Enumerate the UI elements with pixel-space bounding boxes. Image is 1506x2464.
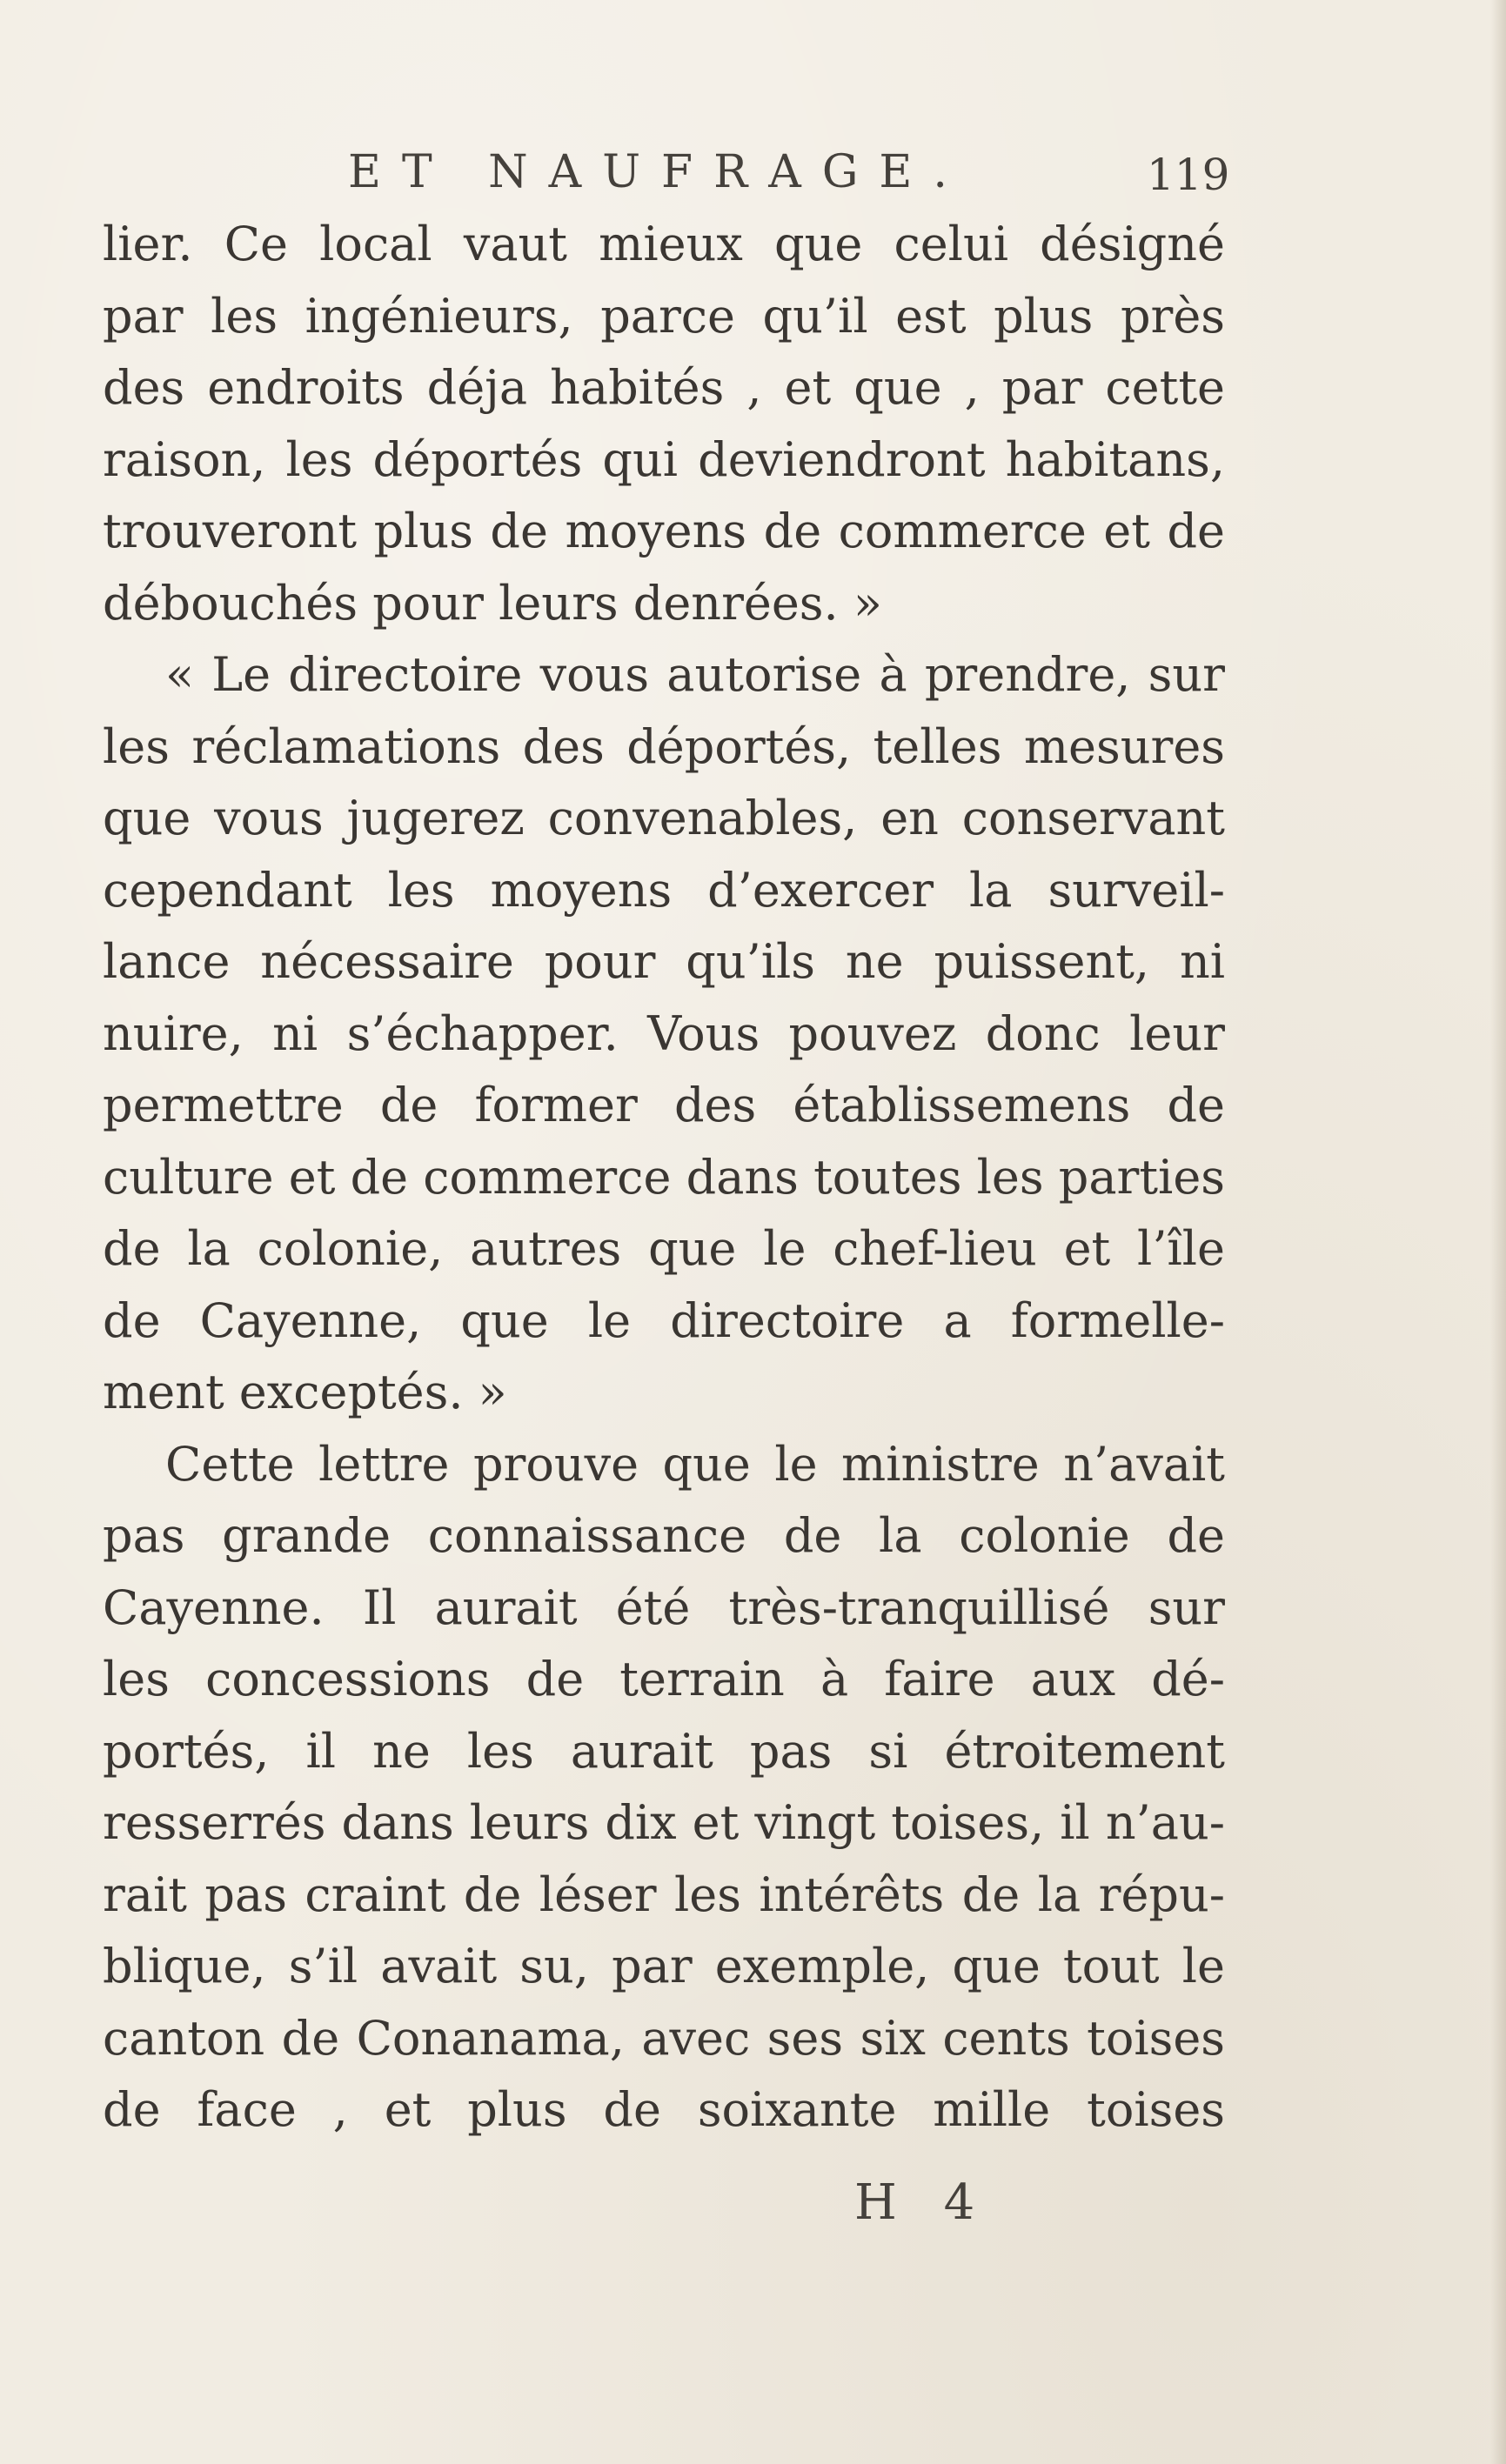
text-line: Cayenne. Il aurait été très-tranquillisé sur: [103, 1579, 1225, 1635]
text-line: nuire, ni s’échapper. Vous pouvez donc leur: [103, 1005, 1225, 1061]
text-line: lier. Ce local vaut mieux que celui désigné: [103, 217, 1225, 271]
text-line: cependant les moyens d’exercer la surveil-: [103, 862, 1225, 918]
text-line: lance nécessaire pour qu’ils ne puissent, ni: [103, 934, 1225, 989]
text-line: canton de Conanama, avec ses six cents toises: [103, 2010, 1225, 2066]
text-line: blique, s’il avait su, par exemple, que tout le: [103, 1939, 1225, 1993]
paragraph-start: Cette lettre prouve que le ministre n’avait: [165, 1436, 1225, 1492]
page-edge-shadow: [1490, 0, 1506, 2464]
text-line: que vous jugerez convenables, en conservant: [103, 791, 1225, 845]
text-line: les concessions de terrain à faire aux dé-: [103, 1652, 1225, 1706]
text-line: resserrés dans leurs dix et vingt toises, il n’au-: [103, 1795, 1225, 1850]
running-head: ET NAUFRAGE.: [348, 146, 968, 198]
paragraph-start: « Le directoire vous autorise à prendre, sur: [165, 647, 1225, 702]
signature-mark: H 4: [854, 2174, 991, 2231]
text-line: des endroits déja habités , et que , par cette: [103, 360, 1225, 415]
text-line: de face , et plus de soixante mille toises: [103, 2082, 1225, 2137]
text-line: de Cayenne, que le directoire a formelle-: [103, 1292, 1225, 1348]
body-text: [103, 209, 1225, 2147]
text-line: débouchés pour leurs denrées. »: [103, 575, 882, 631]
text-line: ment exceptés. »: [103, 1365, 507, 1419]
text-line: pas grande connaissance de la colonie de: [103, 1508, 1225, 1563]
text-line: culture et de commerce dans toutes les parties: [103, 1149, 1225, 1205]
page-number: 119: [1147, 150, 1230, 200]
text-line: permettre de former des établissemens de: [103, 1078, 1225, 1132]
text-line: rait pas craint de léser les intérêts de la répu-: [103, 1866, 1225, 1922]
text-line: trouveront plus de moyens de commerce et de: [103, 504, 1225, 558]
text-line: de la colonie, autres que le chef-lieu et l’île: [103, 1221, 1225, 1276]
text-line: par les ingénieurs, parce qu’il est plus près: [103, 288, 1225, 344]
text-line: les réclamations des déportés, telles mesures: [103, 718, 1225, 774]
text-line: raison, les déportés qui deviendront habitans,: [103, 431, 1225, 487]
text-line: portés, il ne les aurait pas si étroitement: [103, 1723, 1225, 1779]
